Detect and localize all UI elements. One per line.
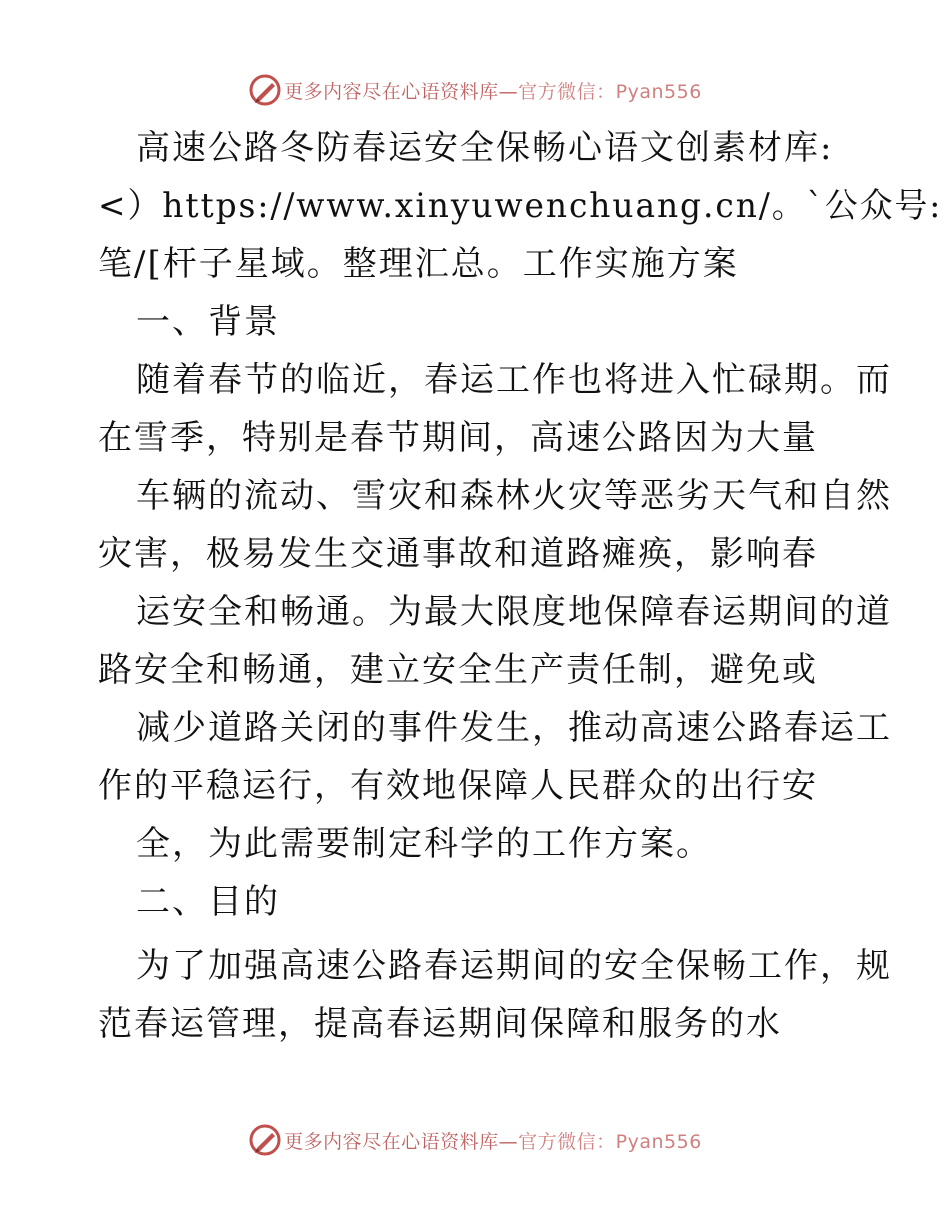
body-line: 作的平稳运行，有效地保障人民群众的出行安 [98,766,818,806]
body-line: 全，为此需要制定科学的工作方案。 [136,824,712,864]
body-line: 笔/[杆子星域。整理汇总。工作实施方案 [98,244,739,284]
footer-banner-text: 更多内容尽在心语资料库—官方微信：Pyan556 [284,1130,702,1153]
body-line: 高速公路冬防春运安全保畅心语文创素材库: [136,128,834,168]
body-line: 随着春节的临近，春运工作也将进入忙碌期。而 [136,360,892,400]
body-line: 灾害，极易发生交通事故和道路瘫痪，影响春 [98,534,818,574]
body-line: 范春运管理，提高春运期间保障和服务的水 [98,1004,782,1044]
section-heading: 一、背景 [136,302,280,342]
body-line: 运安全和畅通。为最大限度地保障春运期间的道 [136,592,892,632]
section-heading: 二、目的 [136,882,280,922]
body-line: 在雪季，特别是春节期间，高速公路因为大量 [98,418,818,458]
header-banner [0,70,950,110]
footer-banner [0,1120,950,1160]
header-banner-text: 更多内容尽在心语资料库—官方微信：Pyan556 [284,80,702,103]
body-line: 路安全和畅通，建立安全生产责任制，避免或 [98,650,818,690]
body-line: 车辆的流动、雪灾和森林火灾等恶劣天气和自然 [136,476,892,516]
pen-logo-icon [248,1123,282,1157]
body-line: 为了加强高速公路春运期间的安全保畅工作，规 [136,946,892,986]
body-line: 减少道路关闭的事件发生，推动高速公路春运工 [136,708,892,748]
body-line: <）https://www.xinyuwenchuang.cn/。`公众号: [98,186,943,226]
pen-logo-icon [248,73,282,107]
